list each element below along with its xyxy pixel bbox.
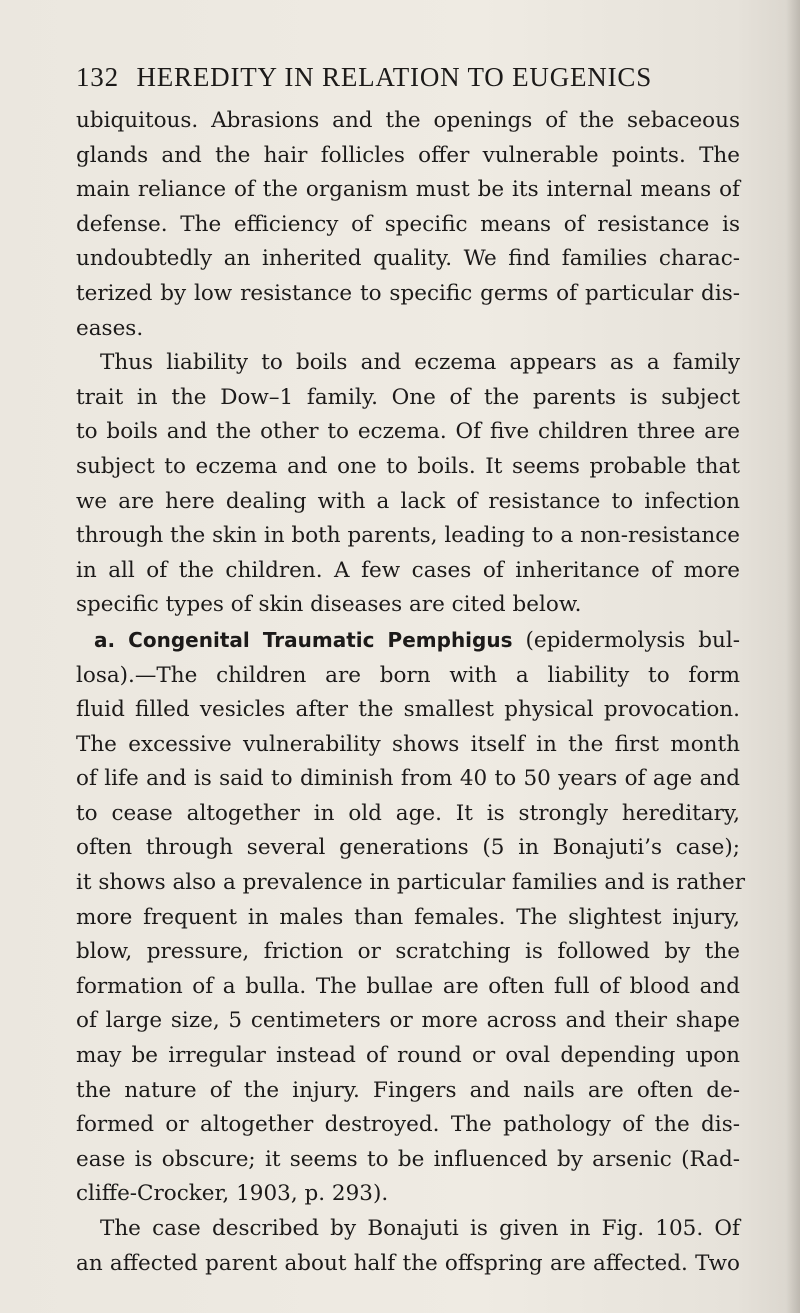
text-line: trait in the Dow–1 family. One of the parents is subject bbox=[76, 384, 740, 410]
text-line: Thus liability to boils and eczema appears as a family bbox=[100, 350, 740, 376]
body-text bbox=[76, 104, 745, 1281]
text-line: it shows also a prevalence in particular families and is rather bbox=[76, 870, 745, 896]
text-line: terized by low resistance to specific germs of particular dis- bbox=[76, 280, 740, 306]
text-line: may be irregular instead of round or oval depending upon bbox=[76, 1043, 740, 1069]
text-line: ubiquitous. Abrasions and the openings of the sebaceous bbox=[76, 108, 740, 133]
text-line: to boils and the other to eczema. Of five children three are bbox=[76, 419, 740, 445]
text-line: eases. bbox=[76, 315, 144, 341]
text-line: cliffe-Crocker, 1903, p. 293). bbox=[76, 1181, 389, 1207]
text-line: glands and the hair follicles offer vulnerable points. The bbox=[76, 142, 740, 168]
text-line: blow, pressure, friction or scratching is followed by the bbox=[76, 939, 740, 965]
text-line: main reliance of the organism must be its internal means of bbox=[76, 177, 740, 203]
page-edge-shadow bbox=[786, 0, 800, 1313]
text-line: an affected parent about half the offspring are affected. Two bbox=[76, 1250, 740, 1276]
text-line: through the skin in both parents, leading to a non-resistance bbox=[76, 523, 740, 549]
text-line: to cease altogether in old age. It is strongly hereditary, bbox=[76, 800, 740, 826]
text-line: we are here dealing with a lack of resistance to infection bbox=[76, 488, 740, 514]
paragraph-1 bbox=[76, 104, 740, 346]
paragraph-4 bbox=[76, 1212, 740, 1281]
text-line: often through several generations (5 in Bonajuti’s case); bbox=[76, 835, 740, 861]
text-line: ease is obscure; it seems to be influenced by arsenic (Rad- bbox=[76, 1146, 740, 1172]
text-line: defense. The efficiency of specific means of resistance is bbox=[76, 211, 740, 237]
text-line: the nature of the injury. Fingers and nails are often de- bbox=[76, 1077, 740, 1103]
text-line: subject to eczema and one to boils. It seems probable that bbox=[76, 453, 740, 479]
text-line: losa).—The children are born with a liability to form bbox=[76, 662, 740, 688]
text-line: fluid filled vesicles after the smallest physical provocation. bbox=[76, 697, 740, 723]
case-heading-line bbox=[76, 623, 740, 659]
running-title: HEREDITY IN RELATION TO EUGENICS bbox=[136, 62, 653, 92]
text-line: formed or altogether destroyed. The pathology of the dis- bbox=[76, 1112, 740, 1138]
text-line: of large size, 5 centimeters or more across and their shape bbox=[76, 1008, 740, 1034]
running-head bbox=[76, 62, 736, 93]
text-line: in all of the children. A few cases of inheritance of more bbox=[76, 557, 740, 583]
case-heading-rest: (epidermolysis bul- bbox=[525, 627, 740, 653]
text-line: The case described by Bonajuti is given in Fig. 105. Of bbox=[100, 1216, 740, 1241]
text-line: of life and is said to diminish from 40 to 50 years of age and bbox=[76, 766, 740, 792]
text-line: formation of a bulla. The bullae are often full of blood and bbox=[76, 973, 740, 999]
paragraph-case-a bbox=[76, 623, 745, 1212]
text-line: more frequent in males than females. The slightest injury, bbox=[76, 904, 740, 930]
text-line: undoubtedly an inherited quality. We find families charac- bbox=[76, 246, 740, 272]
paragraph-2 bbox=[76, 346, 740, 623]
text-line: The excessive vulnerability shows itself in the first month bbox=[76, 731, 740, 757]
case-heading: a. Congenital Traumatic Pemphigus bbox=[94, 627, 513, 652]
page-number: 132 bbox=[76, 62, 119, 92]
text-line: specific types of skin diseases are cited below. bbox=[76, 592, 582, 618]
